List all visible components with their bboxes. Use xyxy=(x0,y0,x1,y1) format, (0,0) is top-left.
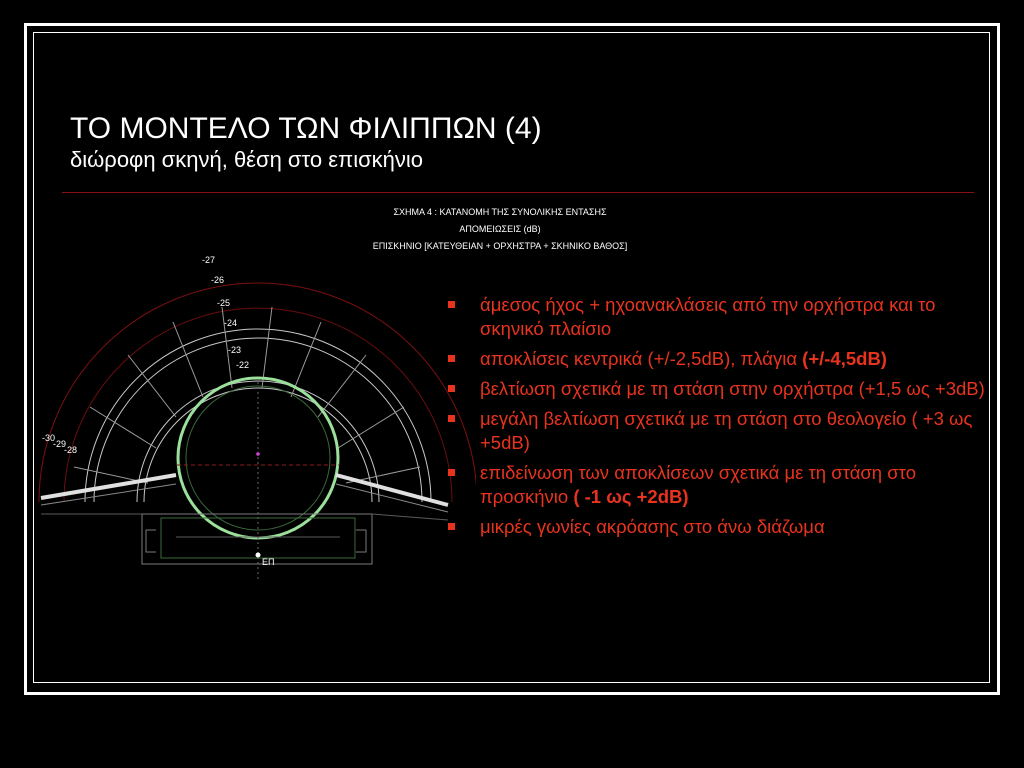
contour-label: -26 xyxy=(211,275,225,285)
contour-label: -29 xyxy=(53,439,67,449)
right-parodos-wall xyxy=(336,475,448,505)
orchestra-center-point xyxy=(256,452,260,456)
bullet-item xyxy=(443,515,991,539)
contour-label: -25 xyxy=(217,298,231,308)
stage-building xyxy=(41,475,448,564)
bullet-text: μικρές γωνίες ακρόασης στο άνω διάζωμα xyxy=(480,516,825,537)
bullet-item xyxy=(443,461,991,509)
bullet-square-icon xyxy=(448,469,455,476)
bullet-item xyxy=(443,293,991,341)
figure-caption-line-3: ΕΠΙΣΚΗΝΙΟ [ΚΑΤΕΥΘΕΙΑΝ + ΟΡΧΗΣΤΡΑ + ΣΚΗΝΙΚΟ ΒΑΘΟΣ] xyxy=(372,241,628,251)
orchestra-circle xyxy=(177,378,339,582)
bullet-text: άμεσος ήχος + ηχοανακλάσεις από την ορχήστρα και το σκηνικό πλαίσιο xyxy=(480,294,936,339)
bullet-text: επιδείνωση των αποκλίσεων σχετικά με τη στάση στο προσκήνιο xyxy=(480,462,916,507)
bullet-text: αποκλίσεις κεντρικά (+/-2,5dB), πλάγια xyxy=(480,348,803,369)
figure-caption-line-1: ΣΧΗΜΑ 4 : ΚΑΤΑΝΟΜΗ ΤΗΣ ΣΥΝΟΛΙΚΗΣ ΕΝΤΑΣΗΣ xyxy=(393,207,607,217)
seating-aisles xyxy=(74,307,420,483)
bullet-emphasis: ( -1 ως +2dB) xyxy=(573,486,689,507)
slide-subtitle: διώροφη σκηνή, θέση στο επισκήνιο xyxy=(70,147,424,172)
contour-label: -22 xyxy=(236,360,250,370)
contour-label: -27 xyxy=(202,255,216,265)
bullet-text: βελτίωση σχετικά με τη στάση στην ορχήστρα (+1,5 ως +3dB) xyxy=(480,378,985,399)
theatre-plan-diagram xyxy=(36,252,476,582)
bullet-item xyxy=(443,377,991,401)
bullet-square-icon xyxy=(448,385,455,392)
source-point xyxy=(256,553,261,558)
bullet-item xyxy=(443,407,991,455)
bullet-item xyxy=(443,347,991,371)
contour-label: -24 xyxy=(224,318,238,328)
bullet-emphasis: (+/-4,5dB) xyxy=(802,348,887,369)
source-label: ΕΠ xyxy=(262,557,275,567)
bullet-square-icon xyxy=(448,523,455,530)
bullet-square-icon xyxy=(448,301,455,308)
bullet-square-icon xyxy=(448,415,455,422)
bullet-text: μεγάλη βελτίωση σχετικά με τη στάση στο θεολογείο ( +3 ως +5dB) xyxy=(480,408,973,453)
contour-label: -28 xyxy=(64,445,78,455)
contour-label: -23 xyxy=(228,345,242,355)
contour-label: -30 xyxy=(42,433,56,443)
slide-title: ΤΟ ΜΟΝΤΕΛΟ ΤΩΝ ΦΙΛΙΠΠΩΝ (4) xyxy=(70,112,542,145)
bullet-list xyxy=(443,293,991,545)
bullet-square-icon xyxy=(448,355,455,362)
title-divider xyxy=(62,192,974,193)
figure-caption-line-2: ΑΠΟΜΕΙΩΣΕΙΣ (dB) xyxy=(459,224,541,234)
